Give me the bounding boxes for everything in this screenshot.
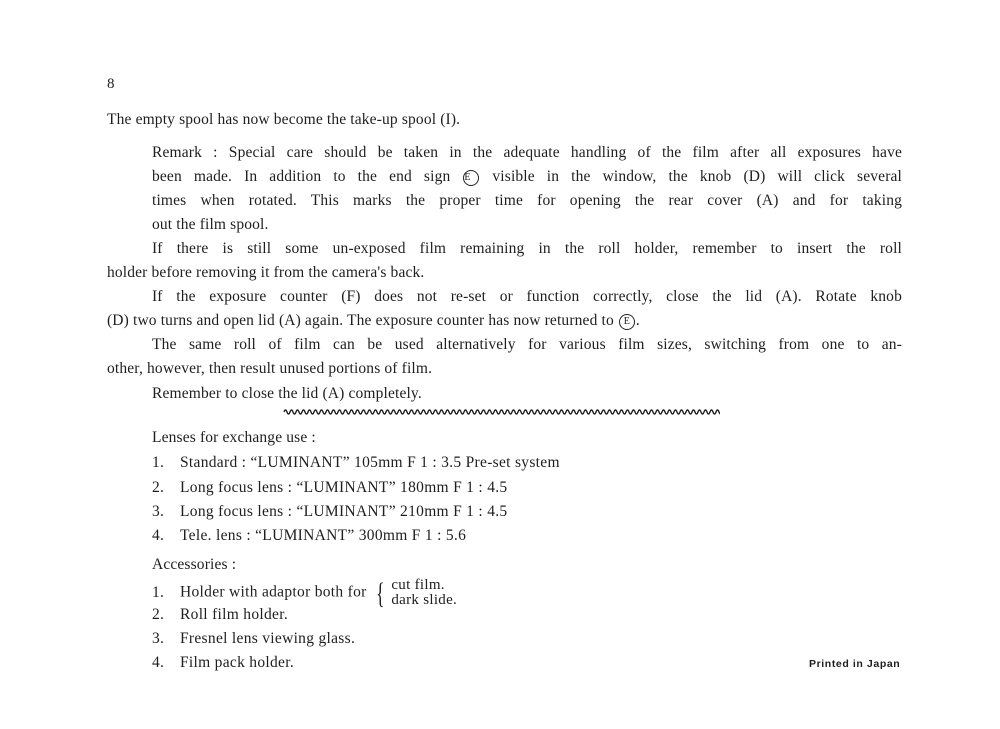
counter-line-2 [107, 311, 640, 331]
lens-item [152, 502, 507, 522]
lens-item-text: Standard : “LUMINANT” 105mm F 1 : 3.5 Pre-set system [180, 454, 560, 471]
lens-item-text: Long focus lens : “LUMINANT” 210mm F 1 : 4.5 [180, 503, 508, 520]
lenses-heading: Lenses for exchange use : [152, 429, 316, 446]
counter-line-1: If the exposure counter (F) does not re-set or function correctly, close the lid (A). Rotate knob [152, 288, 902, 305]
lens-item-number: 3. [152, 503, 165, 520]
accessory-item-number: 2. [152, 606, 165, 623]
accessory-item-number: 3. [152, 630, 165, 647]
lens-item-number: 4. [152, 527, 165, 544]
intro-line: The empty spool has now become the take-up spool (I). [107, 111, 461, 128]
remark-line-3: times when rotated. This marks the proper time for opening the rear cover (A) and for taking [152, 192, 902, 209]
accessories-heading: Accessories : [152, 556, 237, 573]
remark-line-4: out the film spool. [152, 216, 269, 233]
holder-option-cut-film: cut film. [391, 577, 445, 593]
remark-line-1: Remark : Special care should be taken in the adequate handling of the film after all exposures have [152, 144, 902, 161]
counter-line-2-end: . [635, 312, 640, 329]
brace-icon: { [375, 576, 385, 610]
holder-options [391, 578, 457, 608]
accessory-item-number: 4. [152, 654, 165, 671]
counter-line-2-text: (D) two turns and open lid (A) again. The exposure counter has now returned to [107, 312, 614, 329]
unexposed-line-1: If there is still some un-exposed film remaining in the roll holder, remember to insert the roll [152, 240, 902, 257]
accessory-item-text: Roll film holder. [180, 606, 288, 623]
roll-line-2: other, however, then result unused portions of film. [107, 360, 433, 377]
accessory-item-number: 1. [152, 583, 165, 601]
lens-item [152, 453, 560, 473]
remark-line-2 [152, 167, 902, 187]
accessory-item-text: Fresnel lens viewing glass. [180, 630, 356, 647]
lens-item-text: Long focus lens : “LUMINANT” 180mm F 1 : 4.5 [180, 479, 508, 496]
roll-line-1: The same roll of film can be used alternatively for various film sizes, switching from one to an- [152, 336, 902, 353]
lens-item-text: Tele. lens : “LUMINANT” 300mm F 1 : 5.6 [180, 527, 467, 544]
accessory-item-text: Holder with adaptor both for [180, 583, 367, 601]
holder-option-dark-slide: dark slide. [391, 592, 458, 608]
remark-line-2-start: been made. In addition to the end sign [152, 168, 451, 185]
close-lid-line: Remember to close the lid (A) completely. [152, 385, 422, 402]
end-sign-icon: E [463, 170, 479, 186]
accessory-item [152, 653, 294, 673]
end-sign-icon: E [619, 314, 635, 330]
lens-item-number: 2. [152, 479, 165, 496]
lens-item [152, 526, 466, 546]
accessory-item [152, 578, 457, 609]
lens-item-number: 1. [152, 454, 165, 471]
printed-in-japan: Printed in Japan [809, 658, 901, 670]
page-number: 8 [107, 76, 115, 92]
accessory-item [152, 629, 355, 649]
wavy-divider [283, 405, 720, 419]
lens-item [152, 478, 507, 498]
unexposed-line-2: holder before removing it from the camera's back. [107, 264, 425, 281]
accessory-item-text: Film pack holder. [180, 654, 295, 671]
accessory-item [152, 605, 288, 625]
remark-line-2-end: visible in the window, the knob (D) will click several [492, 168, 902, 185]
